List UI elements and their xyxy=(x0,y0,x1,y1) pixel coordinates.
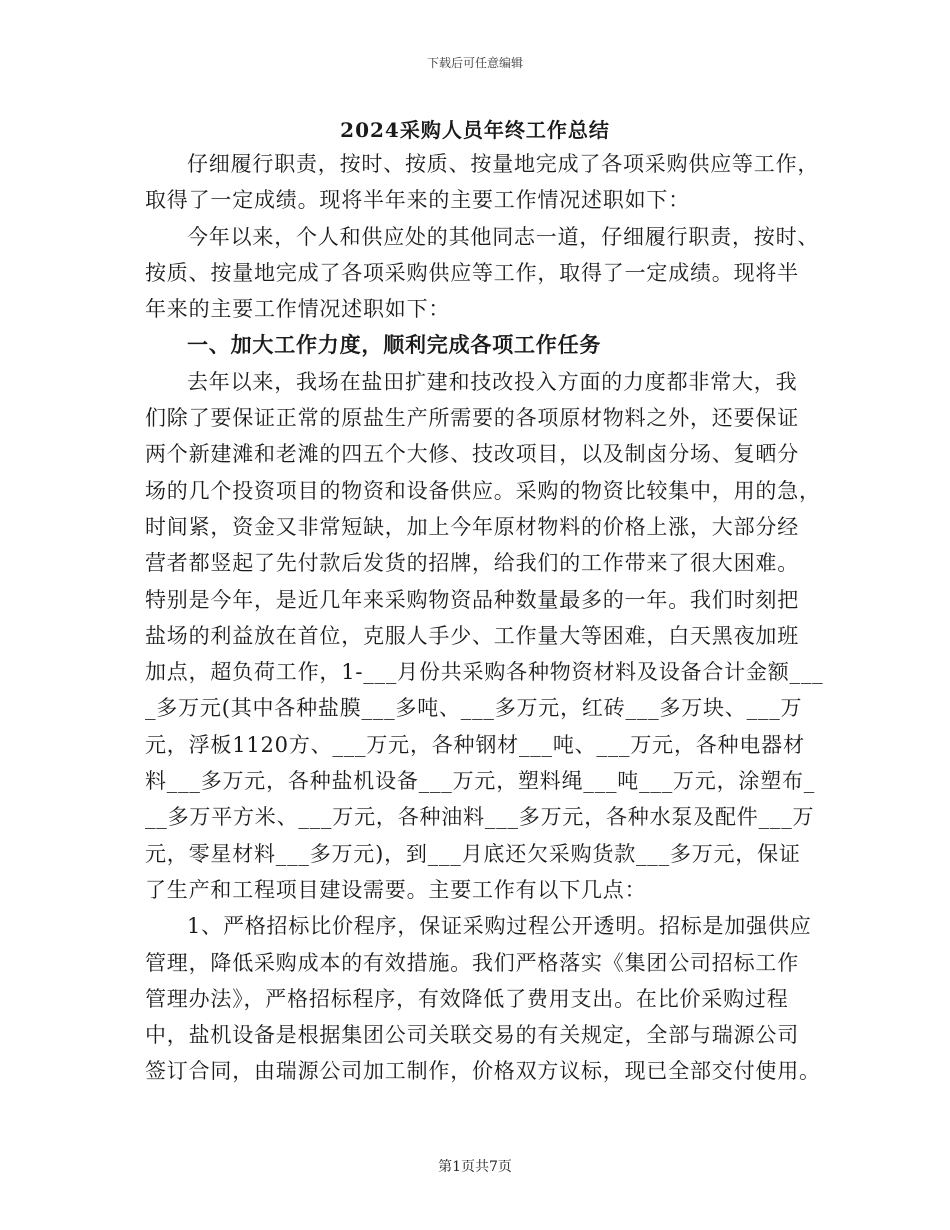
paragraph-line: 取得了一定成绩。现将半年来的主要工作情况述职如下： xyxy=(145,188,690,213)
document-title: 2024采购人员年终工作总结 xyxy=(340,118,610,142)
paragraph-line: 场的几个投资项目的物资和设备供应。采购的物资比较集中，用的急， xyxy=(145,478,821,503)
paragraph-line: 按质、按量地完成了各项采购供应等工作，取得了一定成绩。现将半 xyxy=(145,260,799,285)
paragraph-line: 年来的主要工作情况述职如下： xyxy=(145,297,451,322)
paragraph-line: 签订合同，由瑞源公司加工制作，价格双方议标，现已全部交付使用。 xyxy=(145,1059,821,1084)
paragraph-line: 去年以来，我场在盐田扩建和技改投入方面的力度都非常大，我 xyxy=(187,369,798,394)
paragraph-line: 管理办法》，严格招标程序，有效降低了费用支出。在比价采购过程 xyxy=(145,986,789,1011)
paragraph-line: 特别是今年，是近几年来采购物资品种数量最多的一年。我们时刻把 xyxy=(145,587,799,612)
header-note: 下载后可任意编辑 xyxy=(426,56,523,70)
paragraph-line: 时间紧，资金又非常短缺，加上今年原材物料的价格上涨，大部分经 xyxy=(145,514,799,539)
paragraph-line: 加点，超负荷工作，1-___月份共采购各种物资材料及设备合计金额___ xyxy=(145,660,824,685)
paragraph-line: 管理，降低采购成本的有效措施。我们严格落实《集团公司招标工作 xyxy=(145,950,799,975)
paragraph-line: _多万元(其中各种盐膜___多吨、___多万元，红砖___多万块、___万 xyxy=(145,696,803,721)
paragraph-line: 仔细履行职责，按时、按质、按量地完成了各项采购供应等工作， xyxy=(187,152,820,176)
paragraph-line: 1、严格招标比价程序，保证采购过程公开透明。招标是加强供应 xyxy=(187,914,812,939)
paragraph-line: 两个新建滩和老滩的四五个大修、技改项目，以及制卤分场、复晒分 xyxy=(145,442,799,467)
document-body xyxy=(145,146,824,1090)
paragraph-line: 们除了要保证正常的原盐生产所需要的各项原材物料之外，还要保证 xyxy=(145,406,799,431)
paragraph-line: 盐场的利益放在首位，克服人手少、工作量大等困难，白天黑夜加班 xyxy=(145,623,799,648)
page-number: 第1页共7页 xyxy=(438,1159,512,1175)
paragraph-line: 今年以来，个人和供应处的其他同志一道，仔细履行职责，按时、 xyxy=(187,224,820,249)
section-heading: 一、加大工作力度，顺利完成各项工作任务 xyxy=(187,332,602,358)
paragraph-line: __多万平方米、___万元，各种油料___多万元，各种水泵及配件___万 xyxy=(145,805,815,830)
paragraph-line: 元，零星材料___多万元)，到___月底还欠采购货款___多万元，保证 xyxy=(145,841,801,866)
paragraph-line: 元，浮板1120方、___万元，各种钢材___吨、___万元，各种电器材 xyxy=(145,732,805,757)
paragraph-line: 中，盐机设备是根据集团公司关联交易的有关规定，全部与瑞源公司 xyxy=(145,1023,799,1048)
paragraph-line: 营者都竖起了先付款后发货的招牌，给我们的工作带来了很大困难。 xyxy=(145,551,799,576)
paragraph-line: 料___多万元，各种盐机设备___万元，塑料绳___吨___万元，涂塑布_ xyxy=(145,769,816,794)
paragraph-line: 了生产和工程项目建设需要。主要工作有以下几点： xyxy=(145,877,647,902)
